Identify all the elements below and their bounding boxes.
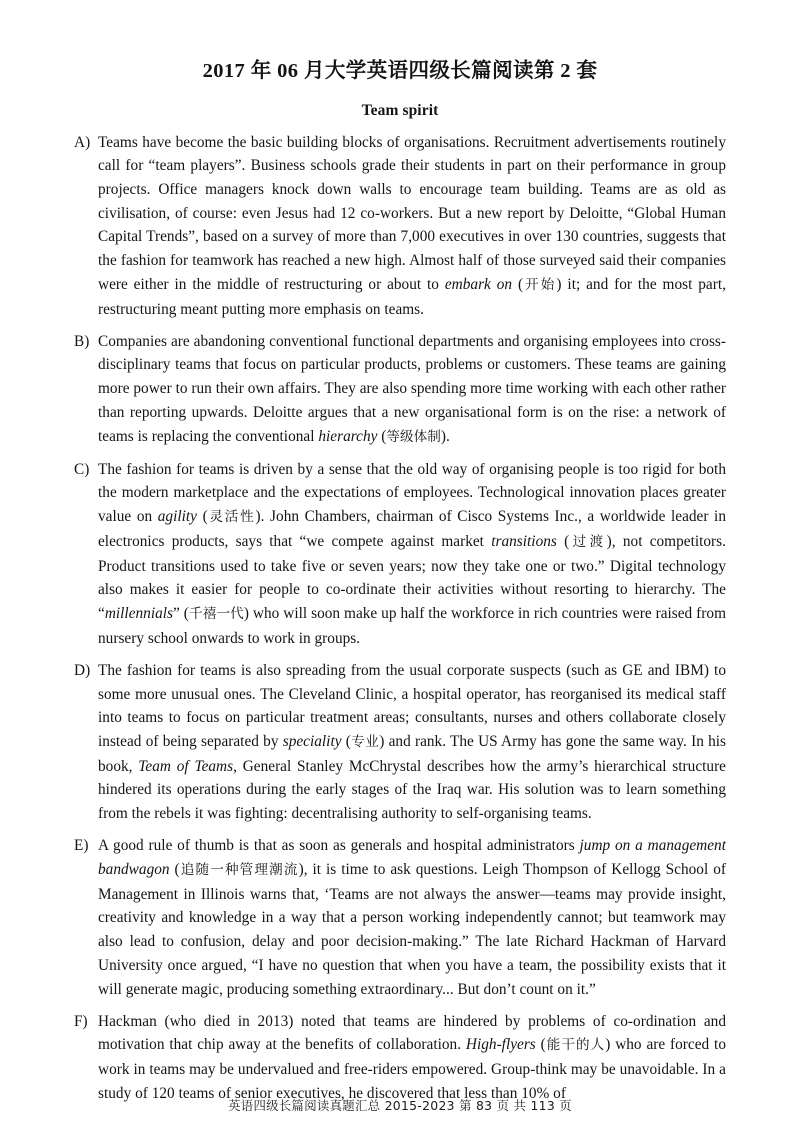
- paragraph-c: [74, 458, 726, 651]
- paragraph-label-a: A): [74, 133, 91, 151]
- paragraph-label-d: D): [74, 661, 91, 679]
- paragraph-text-e: A good rule of thumb is that as soon as generals and hospital administrators jump on a management bandwagon (追随一种管理潮流), it is time to ask questions. Leigh Thompson of Kellogg School of Management in Illinois warns that, ‘Teams are not always the answer—teams may provide insight, creativity and knowledge in a way that a person working independently cannot; but teamwork may also lead to confusion, delay and poor decision-making.” The late Richard Hackman of Harvard University once argued, “I have no question that when you have a team, the possibility exists that it will generate magic, producing something extraordinary... But don’t count on it.”: [98, 837, 727, 998]
- article-title: Team spirit: [361, 101, 439, 119]
- paragraph-f: [74, 1010, 726, 1106]
- paragraph-label-e: E): [74, 837, 89, 855]
- passage-body: [74, 131, 726, 1106]
- paragraph-b: [74, 330, 726, 450]
- paragraph-label-c: C): [74, 460, 90, 478]
- paragraph-e: [74, 834, 726, 1001]
- paragraph-label-f: F): [74, 1012, 88, 1030]
- paragraph-text-c: The fashion for teams is driven by a sense that the old way of organising people is too rigid for both the modern marketplace and the expectations of employees. Technological innovation places greater value on agility (灵活性). John Chambers, chairman of Cisco Systems Inc., a worldwide leader in electronics products, says that “we compete against market transitions (过渡), not competitors. Product transitions used to take five or seven years; now they take one or two.” Digital technology also makes it easier for people to co-ordinate their activities without resorting to hierarchy. The “millennials” (千禧一代) who will soon make up half the workforce in rich countries were raised from nursery school onwards to work in groups.: [98, 460, 726, 647]
- paragraph-text-b: Companies are abandoning conventional functional departments and organising employees into cross-disciplinary teams that focus on particular products, problems or customers. These teams are gaining more power to run their own affairs. They are also spending more time working with each other rather than reporting upwards. Deloitte argues that a new organisational form is on the rise: a network of teams is replacing the conventional hierarchy (等级体制).: [98, 332, 726, 445]
- paragraph-label-b: B): [74, 332, 90, 350]
- paragraph-a: [74, 131, 726, 322]
- page-title: 2017 年 06 月大学英语四级长篇阅读第 2 套: [202, 60, 598, 82]
- paragraph-text-f: Hackman (who died in 2013) noted that teams are hindered by problems of co-ordination and motivation that chip away at the benefits of collaboration. High-flyers (能干的人) who are forced to work in teams may be undervalued and free-riders empowered. Group-think may be unavoidable. In a study of 120 teams of senior executives, he discovered that less than 10% of: [98, 1012, 726, 1102]
- paragraph-d: [74, 659, 726, 826]
- page-footer: 英语四级长篇阅读真题汇总 2015-2023 第 83 页 共 113 页: [228, 1098, 572, 1113]
- paragraph-text-a: Teams have become the basic building blocks of organisations. Recruitment advertisements routinely call for “team players”. Business schools grade their students in part on their performance in group projects. Office managers knock down walls to encourage team building. Teams are as old as civilisation, of course: even Jesus had 12 co-workers. But a new report by Deloitte, “Global Human Capital Trends”, based on a survey of more than 7,000 executives in over 130 countries, suggests that the fashion for teamwork has reached a new high. Almost half of those surveyed said their companies were either in the middle of restructuring or about to embark on (开始) it; and for the most part, restructuring meant putting more emphasis on teams.: [98, 133, 726, 318]
- paragraph-text-d: The fashion for teams is also spreading from the usual corporate suspects (such as GE and IBM) to some more unusual ones. The Cleveland Clinic, a hospital operator, has reorganised its medical staff into teams to focus on particular treatment areas; consultants, nurses and others collaborate closely instead of being separated by speciality (专业) and rank. The US Army has gone the same way. In his book, Team of Teams, General Stanley McChrystal describes how the army’s hierarchical structure hindered its operations during the early stages of the Iraq war. His solution was to learn something from the rebels it was fighting: decentralising authority to self-organising teams.: [98, 661, 726, 823]
